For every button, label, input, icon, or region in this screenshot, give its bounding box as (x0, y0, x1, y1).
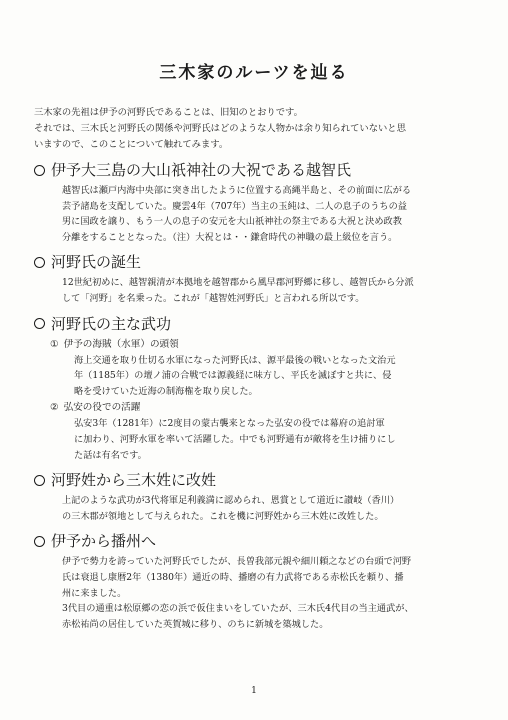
section-heading (34, 252, 474, 272)
section-heading-text: 河野姓から三木姓に改姓 (51, 471, 217, 490)
section-heading-text: 伊予大三島の大山祇神社の大祝である越智氏 (51, 161, 352, 179)
page-number: 1 (251, 686, 257, 696)
subsection-number: ② (50, 402, 59, 414)
intro-line: それでは、三木氏と河野氏の関係や河野氏はどのような人物かは余り知られていないと思 (34, 123, 406, 134)
subsection-title: 伊予の海賊（水軍）の頭領 (63, 338, 179, 350)
section-body (34, 275, 474, 306)
section-heading-text: 伊予から播州へ (51, 532, 157, 551)
subsection-heading (34, 337, 474, 353)
body-line: 12世紀初めに、越智親清が本拠地を越智郡から風早郡河野郷に移し、越智氏から分派 (62, 277, 414, 289)
section-kono-achievements (34, 314, 474, 464)
body-line: 上記のような武功が3代将軍足利義満に認められ、恩賞として道近に讃岐（香川） (62, 495, 400, 507)
section-heading (34, 160, 474, 180)
body-line: 海上交通を取り仕切る水軍になった河野氏は、源平最後の戦いとなった文治元 (74, 354, 396, 366)
subsection-number: ① (50, 338, 59, 350)
subsection-body (34, 416, 474, 463)
body-line: 男に国政を譲り、もう一人の息子の安元を大山祇神社の祭主である大祝と決め政教 (62, 216, 402, 228)
section-heading-text: 河野氏の誕生 (51, 253, 142, 272)
body-line: 伊予で勢力を誇っていた河野氏でしたが、長曽我部元親や細川頼之などの台頭で河野 (62, 556, 412, 568)
section-kono-birth (34, 252, 474, 306)
section-body (34, 493, 474, 524)
body-line: 越智氏は瀬戸内海中央部に突き出したように位置する高縄半島と、その前面に広がる (62, 185, 412, 196)
section-heading (34, 470, 474, 490)
body-line: 年（1185年）の壇ノ浦の合戦では源義経に味方し、平氏を滅ぼすと共に、侵 (74, 370, 392, 382)
intro-line: いますので、このことについて触れてみます。 (34, 139, 229, 150)
section-iyo-to-banshu (34, 531, 474, 632)
body-line: 赤松祐尚の居住していた英賀城に移り、のちに新城を築城した。 (62, 618, 329, 630)
circle-bullet-icon (34, 318, 45, 329)
section-ochi (34, 160, 474, 245)
circle-bullet-icon (34, 257, 45, 268)
circle-bullet-icon (34, 165, 45, 176)
section-name-change (34, 470, 474, 524)
section-body (34, 554, 474, 632)
body-line: 氏は衰退し康暦2年（1380年）通近の時、播磨の有力武将である赤松氏を頼り、播 (62, 571, 404, 583)
subsection-title: 弘安の役での活躍 (63, 402, 141, 414)
body-line: 分離をすることとなった。（注）大祝とは・・鎌倉時代の神職の最上級位を言う。 (62, 231, 398, 243)
body-line: の三木郡が領地として与えられた。これを機に河野姓から三木姓に改姓した。 (62, 510, 384, 522)
section-heading (34, 314, 474, 334)
body-line: 弘安3年（1281年）に2度目の蒙古襲来となった弘安の役では幕府の追討軍 (74, 418, 385, 430)
page-title: 三木家のルーツを辿る (159, 63, 349, 83)
subsection-body (34, 353, 474, 400)
body-line: 州に来ました。 (62, 587, 127, 599)
body-line: 略を受けていた近海の制海権を取り戻した。 (74, 385, 258, 397)
circle-bullet-icon (34, 475, 45, 486)
circle-bullet-icon (34, 536, 45, 547)
intro (34, 105, 474, 153)
section-heading (34, 531, 474, 551)
body-line: に加わり、河野水軍を率いて活躍した。中でも河野通有が敵将を生け捕りにし (74, 433, 396, 445)
subsection-heading (34, 400, 474, 416)
section-body (34, 183, 474, 245)
body-line: して「河野」を名乗った。これが「越智姓河野氏」と言われる所以です。 (62, 292, 365, 304)
body-line: 3代目の通重は松原郷の恋の浜で仮住まいをしていたが、三木氏4代目の当主通武が、 (62, 603, 414, 615)
intro-line: 三木家の先祖は伊予の河野氏であることは、旧知のとおりです。 (34, 107, 303, 118)
body-line: 芸予諸島を支配していた。慶雲4年（707年）当主の玉純は、二人の息子のうちの益 (62, 200, 407, 212)
body-line: た話は有名です。 (74, 449, 147, 461)
section-heading-text: 河野氏の主な武功 (51, 314, 172, 333)
